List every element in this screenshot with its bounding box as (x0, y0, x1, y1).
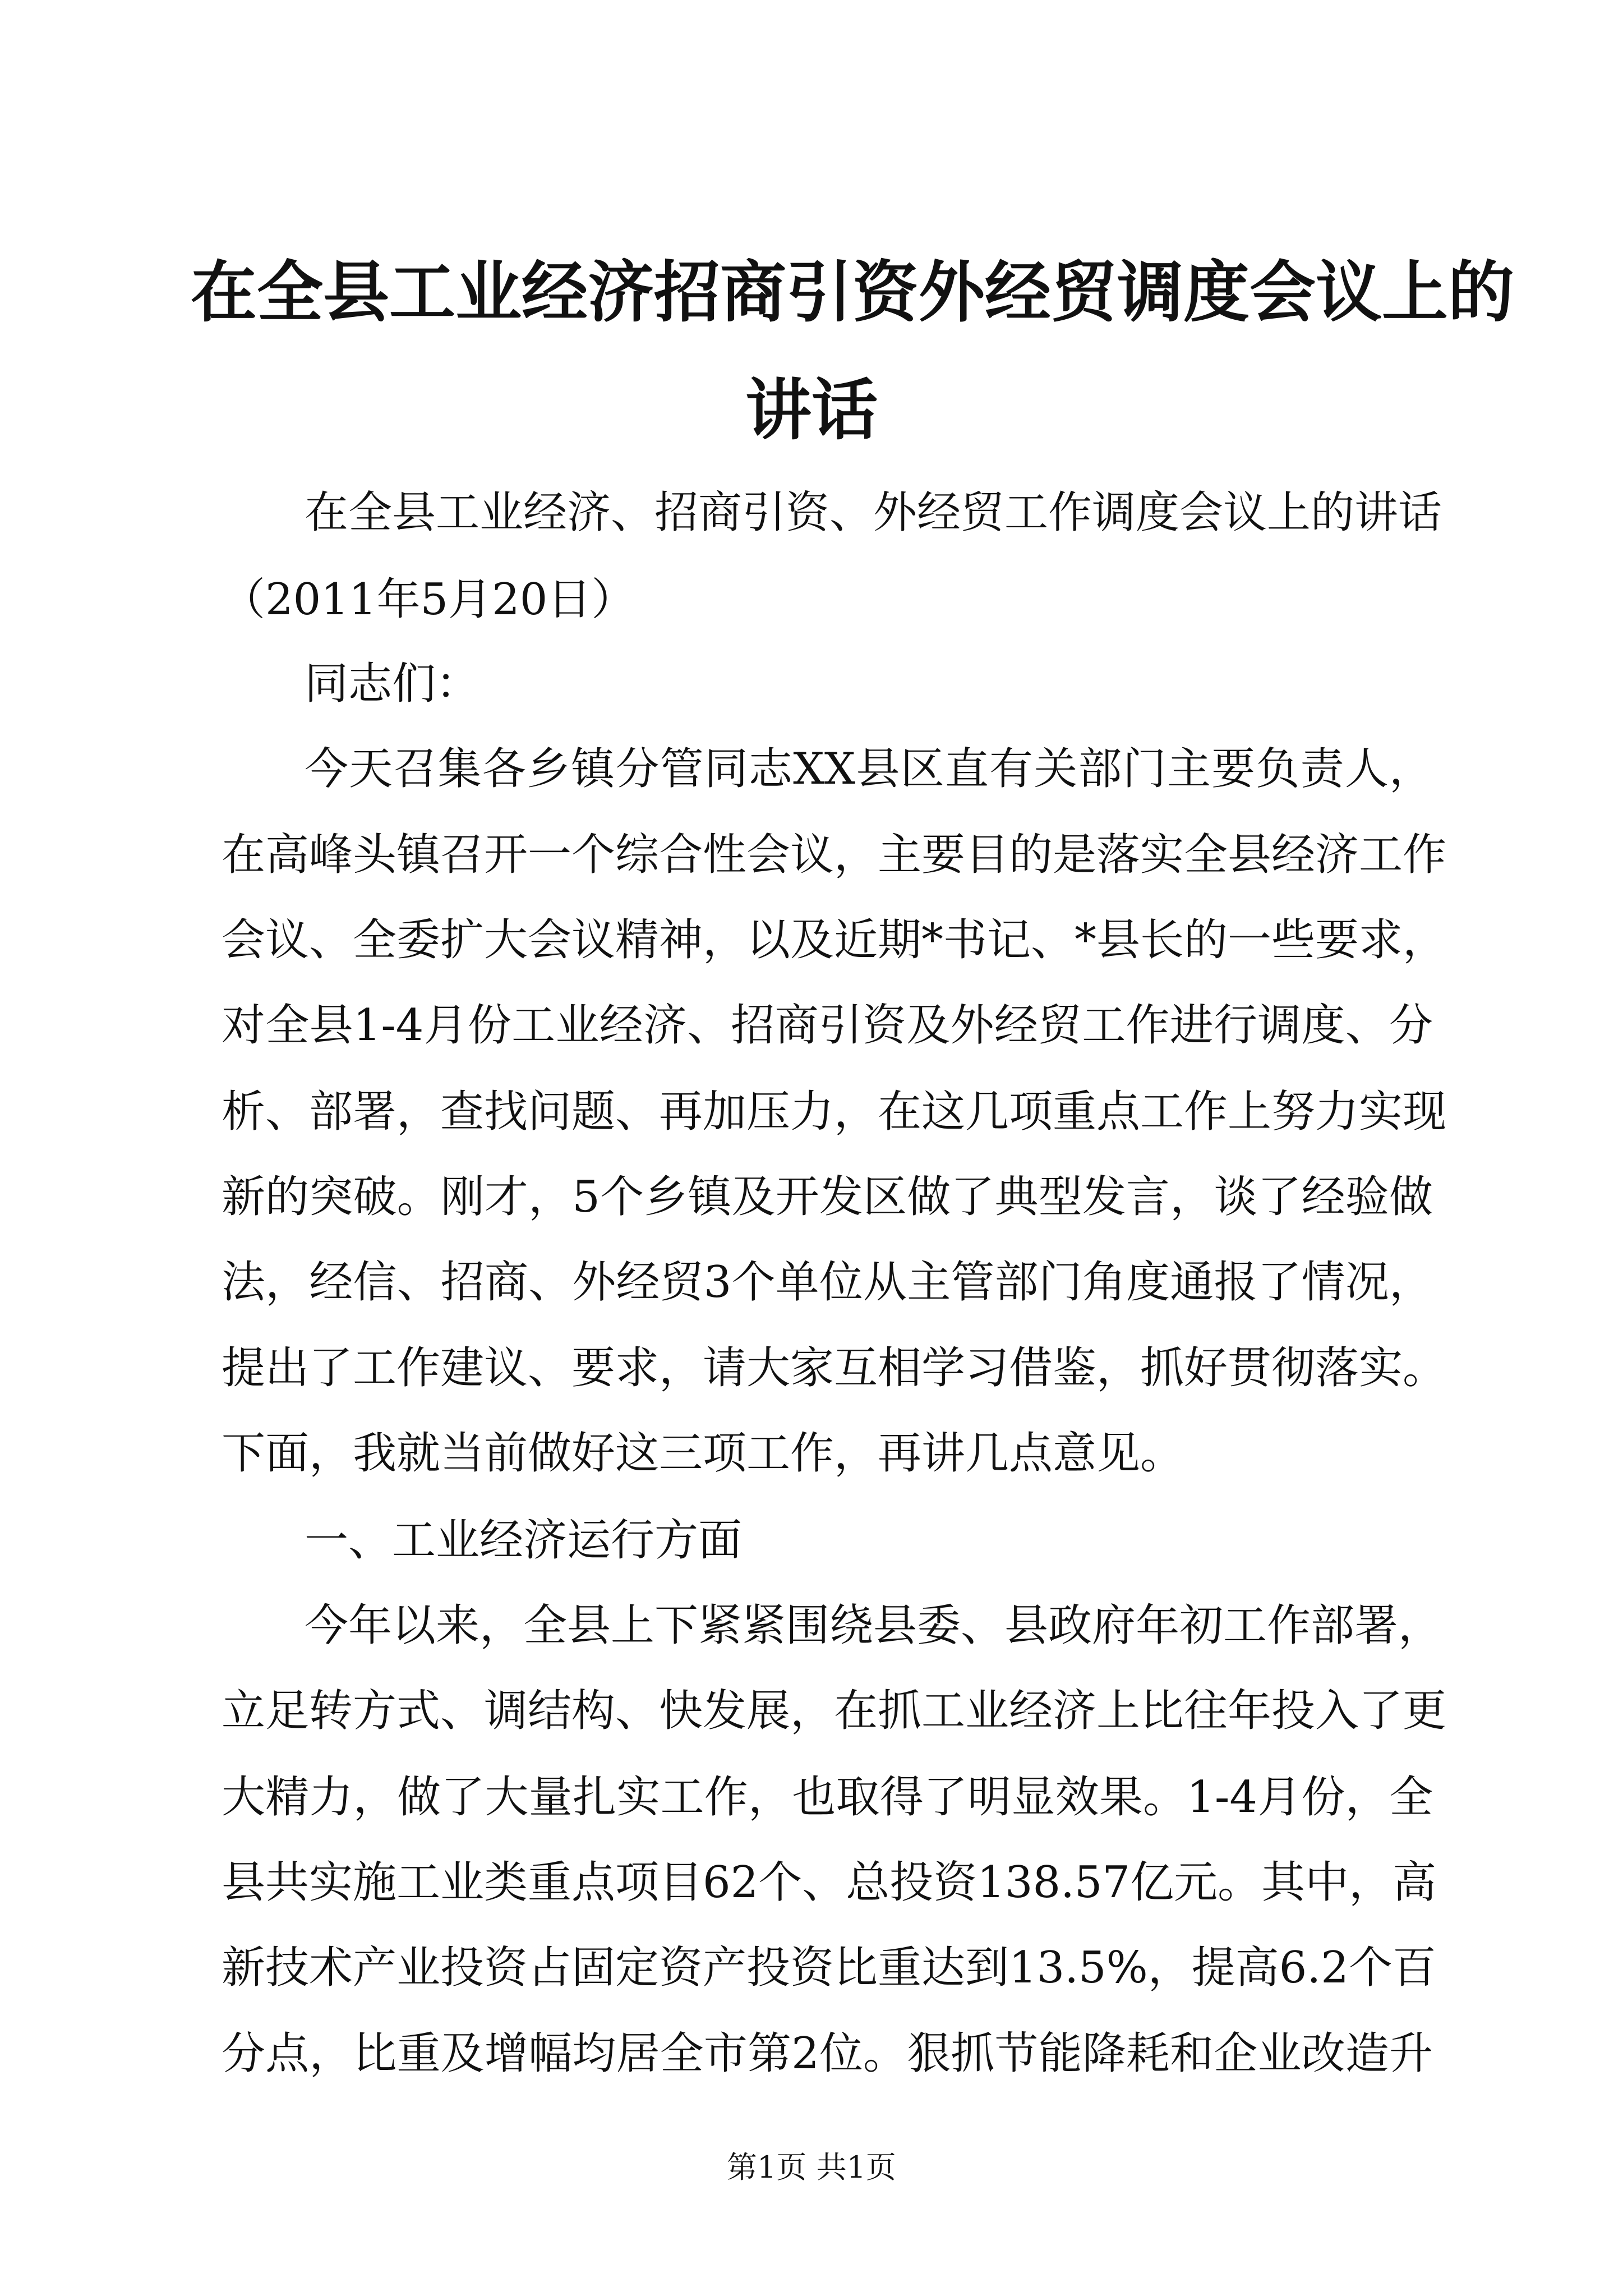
paragraph-line: 在高峰头镇召开一个综合性会议，主要目的是落实全县经济工作 (222, 830, 1447, 880)
paragraph-line: 提出了工作建议、要求，请大家互相学习借鉴，抓好贯彻落实。 (222, 1343, 1447, 1393)
paragraph-line: 分点，比重及增幅均居全市第2位。狠抓节能降耗和企业改造升 (222, 2028, 1433, 2079)
paragraph-line: 新的突破。刚才，5个乡镇及开发区做了典型发言，谈了经验做 (222, 1172, 1433, 1222)
section-heading: 一、工业经济运行方面 (305, 1515, 743, 1566)
paragraph-line: 县共实施工业类重点项目62个、总投资138.57亿元。其中，高 (222, 1857, 1437, 1908)
paragraph-line: 法，经信、招商、外经贸3个单位从主管部门角度通报了情况， (222, 1257, 1433, 1308)
document-title-line-2: 讲话 (745, 371, 878, 449)
paragraph-line: 今天召集各乡镇分管同志XX县区直有关部门主要负责人， (305, 744, 1433, 794)
paragraph-line: 下面，我就当前做好这三项工作，再讲几点意见。 (222, 1428, 1184, 1479)
paragraph-line: 对全县1-4月份工业经济、招商引资及外经贸工作进行调度、分 (222, 1000, 1433, 1051)
document-date: （2011年5月20日） (222, 574, 635, 625)
document-subtitle: 在全县工业经济、招商引资、外经贸工作调度会议上的讲话 (305, 487, 1442, 538)
document-title-line-1: 在全县工业经济招商引资外经贸调度会议上的 (191, 253, 1515, 331)
paragraph-line: 新技术产业投资占固定资产投资比重达到13.5%，提高6.2个百 (222, 1943, 1436, 1993)
paragraph-line: 大精力，做了大量扎实工作，也取得了明显效果。1-4月份，全 (222, 1772, 1433, 1823)
paragraph-line: 析、部署，查找问题、再加压力，在这几项重点工作上努力实现 (222, 1087, 1447, 1137)
paragraph-line: 会议、全委扩大会议精神，以及近期*书记、*县长的一些要求， (222, 915, 1447, 965)
paragraph-line: 今年以来，全县上下紧紧围绕县委、县政府年初工作部署， (305, 1600, 1442, 1651)
paragraph-line: 立足转方式、调结构、快发展，在抓工业经济上比往年投入了更 (222, 1686, 1447, 1736)
page-footer: 第1页 共1页 (727, 2150, 896, 2185)
salutation: 同志们： (305, 659, 480, 709)
